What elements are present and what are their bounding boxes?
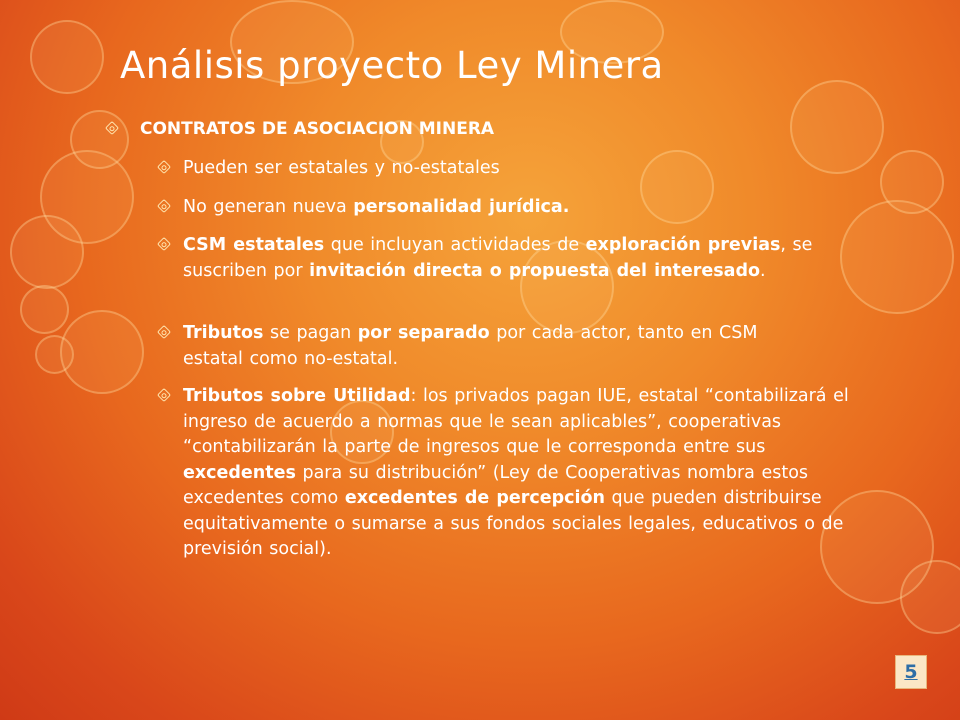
heading-text: CONTRATOS DE ASOCIACION MINERA xyxy=(140,119,495,139)
bullet-item xyxy=(183,321,823,372)
bullet-text: No generan nueva xyxy=(183,197,354,217)
bullet-item xyxy=(183,233,833,284)
diamond-bullet-icon xyxy=(157,388,171,402)
bullet-heading xyxy=(140,117,494,143)
bullet-text: por cada actor, tanto en CSM estatal como no-estatal. xyxy=(183,323,758,369)
bullet-item xyxy=(183,195,898,221)
bullet-item xyxy=(183,156,898,182)
bullet-text-bold: excedentes xyxy=(183,462,296,483)
bullet-text: . xyxy=(760,260,766,281)
bullet-text: que pueden distribuirse equitativamente o sumarse a sus fondos sociales legales, educativos o de previsión social). xyxy=(183,488,844,559)
bullet-item xyxy=(183,384,883,563)
slide-title: Análisis proyecto Ley Minera xyxy=(120,44,664,87)
diamond-bullet-icon xyxy=(105,121,119,135)
bullet-text: que incluyan actividades de xyxy=(324,235,586,255)
diamond-bullet-icon xyxy=(157,237,171,251)
page-number-link[interactable]: 5 xyxy=(895,655,927,689)
bullet-text: Pueden ser estatales y no-estatales xyxy=(183,158,500,178)
bullet-text-bold: por separado xyxy=(357,323,490,343)
bullet-text: se pagan xyxy=(263,323,358,343)
bullet-text-bold: CSM estatales xyxy=(183,235,325,255)
bullet-text: : los privados pagan IUE, estatal “contabilizará el ingreso de acuerdo a normas que le sean aplicables”, cooperativas “contabilizarán la parte de ingresos que le corresponda entre sus xyxy=(183,386,849,457)
bullet-text-bold: Tributos sobre Utilidad xyxy=(183,386,411,406)
bullet-text-bold: exploración previas xyxy=(585,235,781,255)
diamond-bullet-icon xyxy=(157,325,171,339)
bullet-text-bold: excedentes de percepción xyxy=(344,488,605,508)
bullet-text: , se suscriben por xyxy=(183,235,813,281)
diamond-bullet-icon xyxy=(157,199,171,213)
diamond-bullet-icon xyxy=(157,160,171,174)
bullet-text-bold: Tributos xyxy=(183,323,264,343)
bullet-text: para su distribución” (Ley de Cooperativas nombra estos excedentes como xyxy=(183,462,809,508)
bullet-text-bold: personalidad jurídica. xyxy=(353,197,570,217)
bullet-text-bold: invitación directa o propuesta del interesado xyxy=(309,260,761,281)
